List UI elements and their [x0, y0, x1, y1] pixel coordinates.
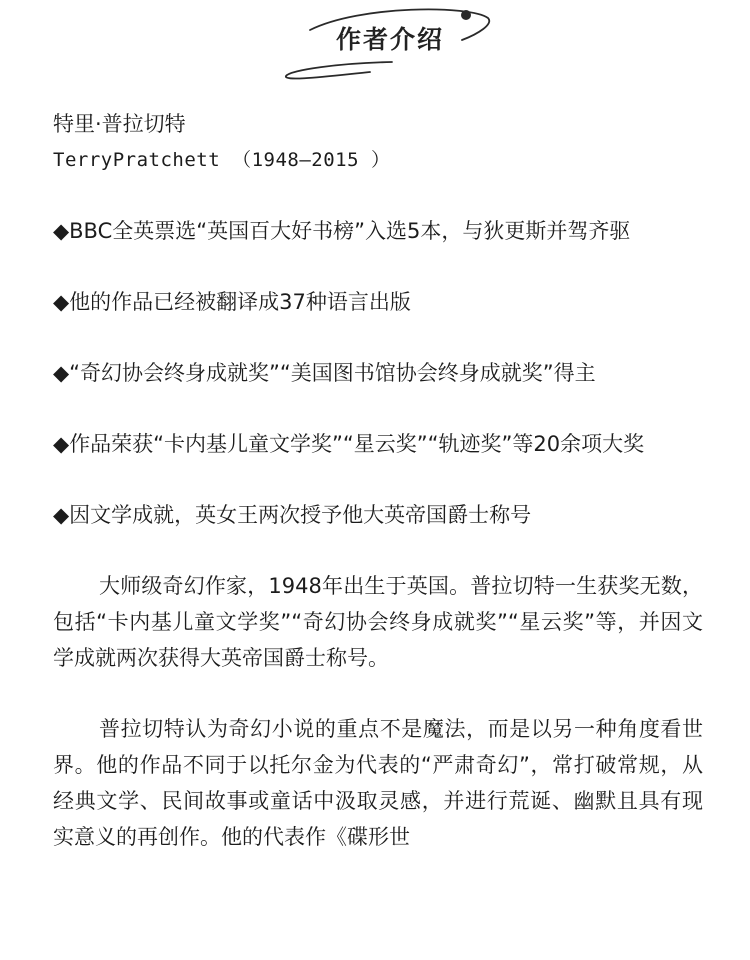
highlight-item: ◆他的作品已经被翻译成37种语言出版 [53, 290, 411, 314]
spacer [53, 320, 703, 355]
author-name-cn: 特里·普拉切特 [53, 112, 186, 136]
highlight-item: ◆因文学成就，英女王两次授予他大英帝国爵士称号 [53, 503, 532, 527]
spacer [53, 249, 703, 284]
lower-swoosh [286, 62, 392, 79]
bio-paragraph: 普拉切特认为奇幻小说的重点不是魔法，而是以另一种角度看世界。他的作品不同于以托尔金为代表的“严肃奇幻”，常打破常规，从经典文学、民间故事或童话中汲取灵感，并进行荒诞、幽默且具有现实意义的再创作。他的代表作《碟形世 [53, 717, 703, 849]
spacer [53, 462, 703, 497]
section-header [0, 0, 750, 95]
bio-paragraph: 大师级奇幻作家，1948年出生于英国。普拉切特一生获奖无数，包括“卡内基儿童文学奖”“奇幻协会终身成就奖”“星云奖”等，并因文学成就两次获得大英帝国爵士称号。 [53, 574, 703, 670]
spacer [53, 391, 703, 426]
swoosh-dot [461, 10, 471, 20]
highlight-item: ◆BBC全英票选“英国百大好书榜”入选5本，与狄更斯并驾齐驱 [53, 219, 631, 243]
spacer [53, 676, 703, 711]
highlight-item: ◆“奇幻协会终身成就奖”“美国图书馆协会终身成就奖”得主 [53, 361, 596, 385]
author-name-en: TerryPratchett （1948—2015 ） [53, 149, 391, 171]
highlight-item: ◆作品荣获“卡内基儿童文学奖”“星云奖”“轨迹奖”等20余项大奖 [53, 432, 645, 456]
author-intro-body [53, 106, 703, 855]
spacer [53, 533, 703, 568]
page-title: 作者介绍 [335, 25, 444, 54]
spacer [53, 178, 703, 213]
